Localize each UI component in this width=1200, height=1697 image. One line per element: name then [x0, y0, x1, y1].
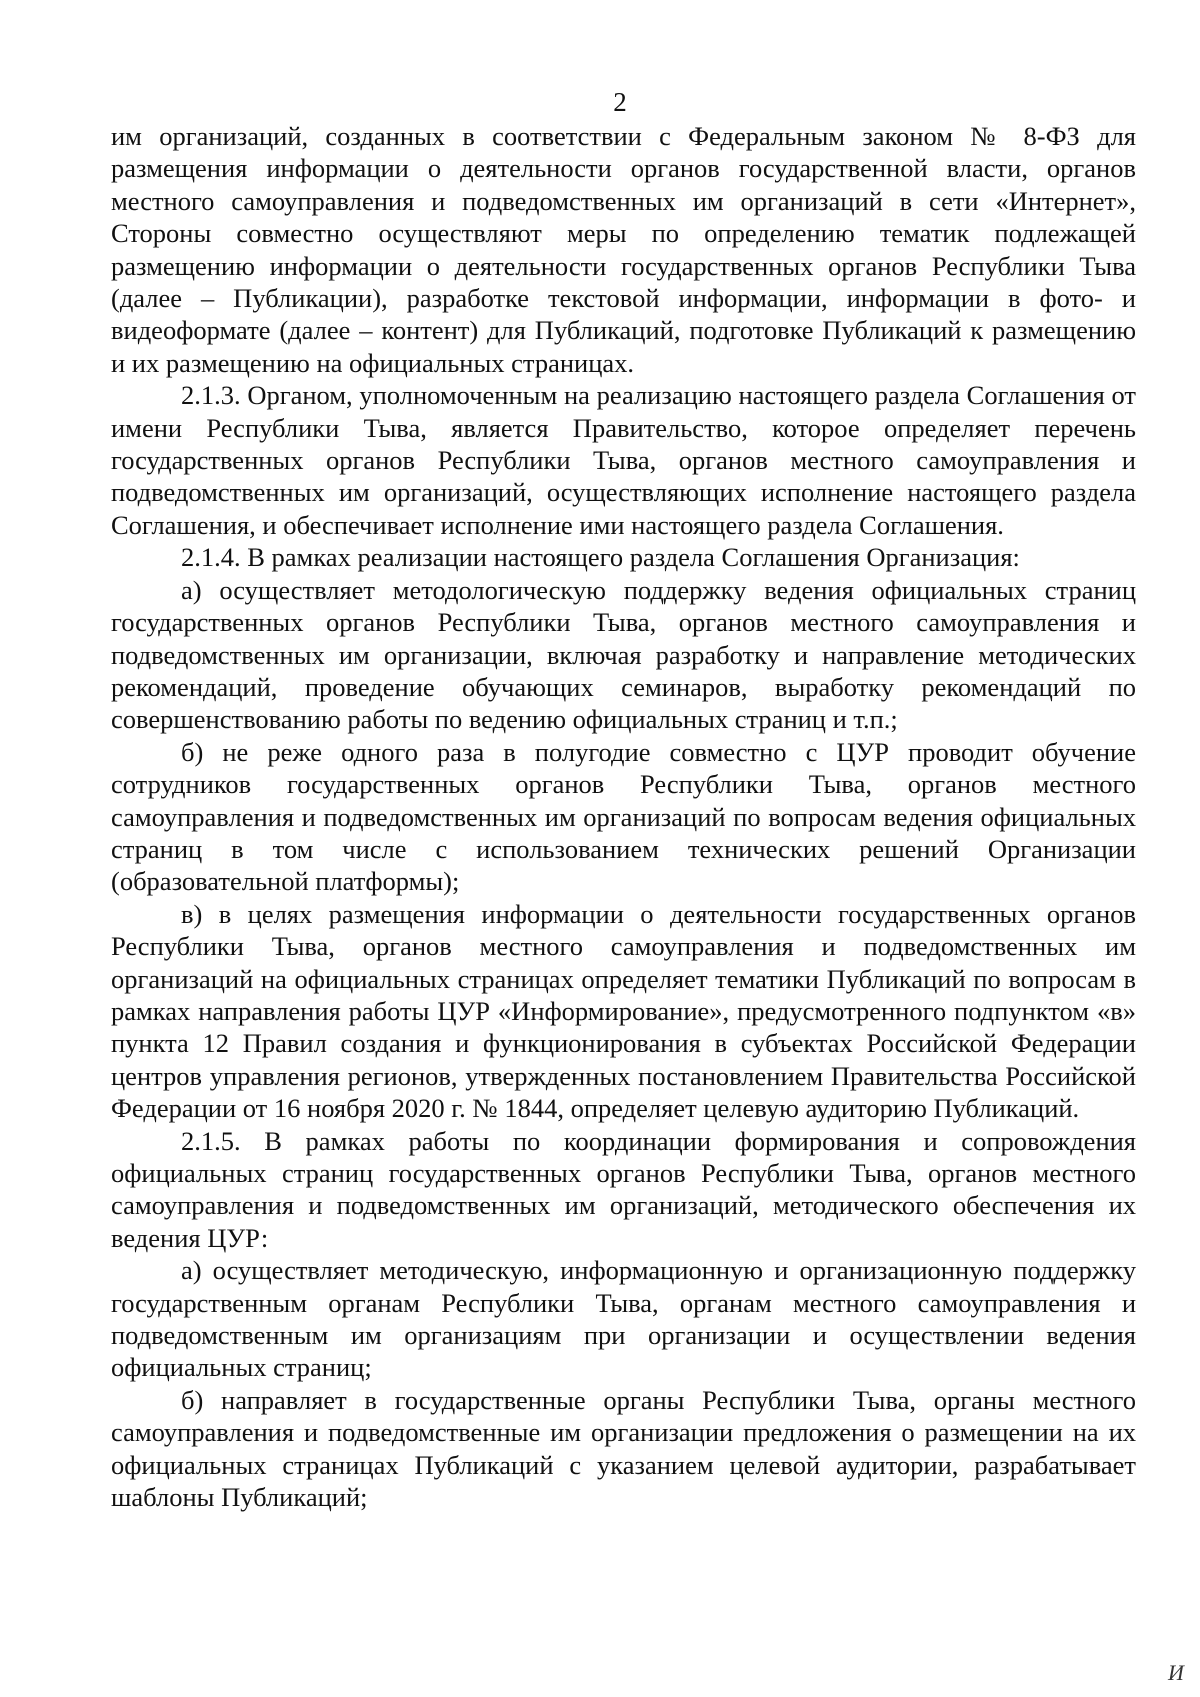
- paragraph-2-1-3: 2.1.3. Органом, уполномоченным на реализацию настоящего раздела Соглашения от имени Республики Тыва, является Правительство, которое определяет перечень государственных органов Республики Тыва, органов местного самоуправления и подведомственных им организаций, осуществляющих исполнение настоящего раздела Соглашения, и обеспечивает исполнение ими настоящего раздела Соглашения.: [111, 380, 1136, 540]
- paragraph-2-1-5: 2.1.5. В рамках работы по координации формирования и сопровождения официальных страниц государственных органов Республики Тыва, органов местного самоуправления и подведомственных им организаций, методического обеспечения их ведения ЦУР:: [111, 1125, 1136, 1253]
- page-number: 2: [613, 87, 627, 117]
- document-body: [111, 120, 1136, 1513]
- paragraph-continuation: им организаций, созданных в соответствии с Федеральным законом № 8-ФЗ для размещения информации о деятельности органов государственной власти, органов местного самоуправления и подведомственных им организаций в сети «Интернет», Стороны совместно осуществляют меры по определению тематик подлежащей размещению информации о деятельности государственных органов Республики Тыва (далее – Публикации), разработке текстовой информации, информации в фото- и видеоформате (далее – контент) для Публикаций, подготовке Публикаций к размещению и их размещению на официальных страницах.: [111, 121, 1136, 378]
- paragraph-2-1-4-v: в) в целях размещения информации о деятельности государственных органов Республики Тыва, органов местного самоуправления и подведомственных им организаций на официальных страницах определяет тематики Публикаций по вопросам в рамках направления работы ЦУР «Информирование», предусмотренного подпунктом «в» пункта 12 Правил создания и функционирования в субъектах Российской Федерации центров управления регионов, утвержденных постановлением Правительства Российской Федерации от 16 ноября 2020 г. № 1844, определяет целевую аудиторию Публикаций.: [111, 898, 1136, 1124]
- paragraph-2-1-5-a: а) осуществляет методическую, информационную и организационную поддержку государственным органам Республики Тыва, органам местного самоуправления и подведомственным им организациям при организации и осуществлении ведения официальных страниц;: [111, 1255, 1136, 1383]
- handwritten-initial-mark: И: [1168, 1660, 1184, 1685]
- paragraph-2-1-4: 2.1.4. В рамках реализации настоящего раздела Соглашения Организация:: [181, 542, 1020, 573]
- paragraph-2-1-4-a: а) осуществляет методологическую поддержку ведения официальных страниц государственных органов Республики Тыва, органов местного самоуправления и подведомственных им организации, включая разработку и направление методических рекомендаций, проведение обучающих семинаров, выработку рекомендаций по совершенствованию работы по ведению официальных страниц и т.п.;: [111, 574, 1136, 735]
- paragraph-2-1-4-b: б) не реже одного раза в полугодие совместно с ЦУР проводит обучение сотрудников государственных органов Республики Тыва, органов местного самоуправления и подведомственных им организаций по вопросам ведения официальных страниц в том числе с использованием технических решений Организации (образовательной платформы);: [111, 736, 1136, 897]
- paragraph-2-1-5-b: б) направляет в государственные органы Республики Тыва, органы местного самоуправления и подведомственные им организации предложения о размещении на их официальных страницах Публикаций с указанием целевой аудитории, разрабатывает шаблоны Публикаций;: [111, 1384, 1136, 1513]
